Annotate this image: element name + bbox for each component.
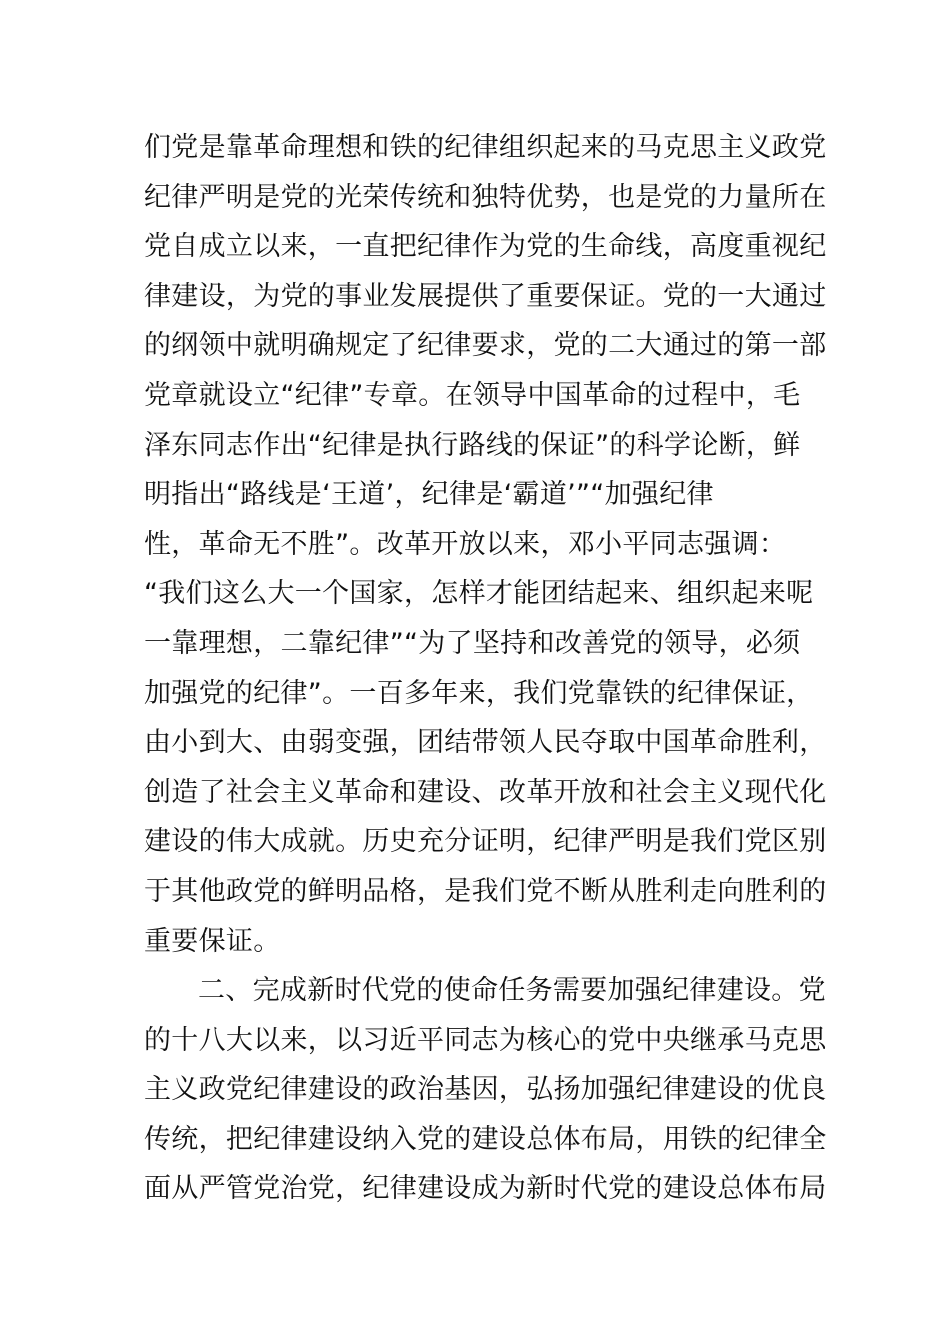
text-line: 的纲领中就明确规定了纪律要求，党的二大通过的第一部 [144,330,827,362]
text-line: 由小到大、由弱变强，团结带领人民夺取中国革命胜利， [144,727,827,759]
body-text [144,123,827,1214]
text-line: 的十八大以来，以习近平同志为核心的党中央继承马克思 [144,1024,827,1056]
text-line: 泽东同志作出“纪律是执行路线的保证”的科学论断，鲜 [144,429,801,461]
text-line: 主义政党纪律建设的政治基因，弘扬加强纪律建设的优良 [144,1074,827,1106]
text-line: 面从严管党治党，纪律建设成为新时代党的建设总体布局 [144,1173,827,1205]
text-line: 明指出“路线是‘王道’，纪律是‘霸道’”“加强纪律 [144,479,714,511]
text-line: 们党是靠革命理想和铁的纪律组织起来的马克思主义政党 [144,132,827,163]
text-line: 纪律严明是党的光荣传统和独特优势，也是党的力量所在 [144,181,827,213]
text-line: 加强党的纪律”。一百多年来，我们党靠铁的纪律保证， [144,677,814,709]
text-line: 于其他政党的鲜明品格，是我们党不断从胜利走向胜利的 [144,875,827,907]
text-line: 律建设，为党的事业发展提供了重要保证。党的一大通过 [144,280,827,312]
text-line: 党章就设立“纪律”专章。在领导中国革命的过程中，毛 [144,379,801,411]
text-line: 性，革命无不胜”。改革开放以来，邓小平同志强调： [144,528,787,560]
text-line: 建设的伟大成就。历史充分证明，纪律严明是我们党区别 [144,826,827,858]
text-line: 一靠理想，二靠纪律”“为了坚持和改善党的领导，必须 [144,627,801,659]
text-line: “我们这么大一个国家，怎样才能团结起来、组织起来呢 [144,578,814,610]
text-line: 党自成立以来，一直把纪律作为党的生命线，高度重视纪 [144,231,827,263]
text-line: 传统，把纪律建设纳入党的建设总体布局，用铁的纪律全 [144,1123,827,1155]
text-line: 重要保证。 [144,925,281,957]
text-line: 创造了社会主义革命和建设、改革开放和社会主义现代化 [144,776,827,808]
section-heading-line: 二、完成新时代党的使命任务需要加强纪律建设。党 [198,975,826,1007]
